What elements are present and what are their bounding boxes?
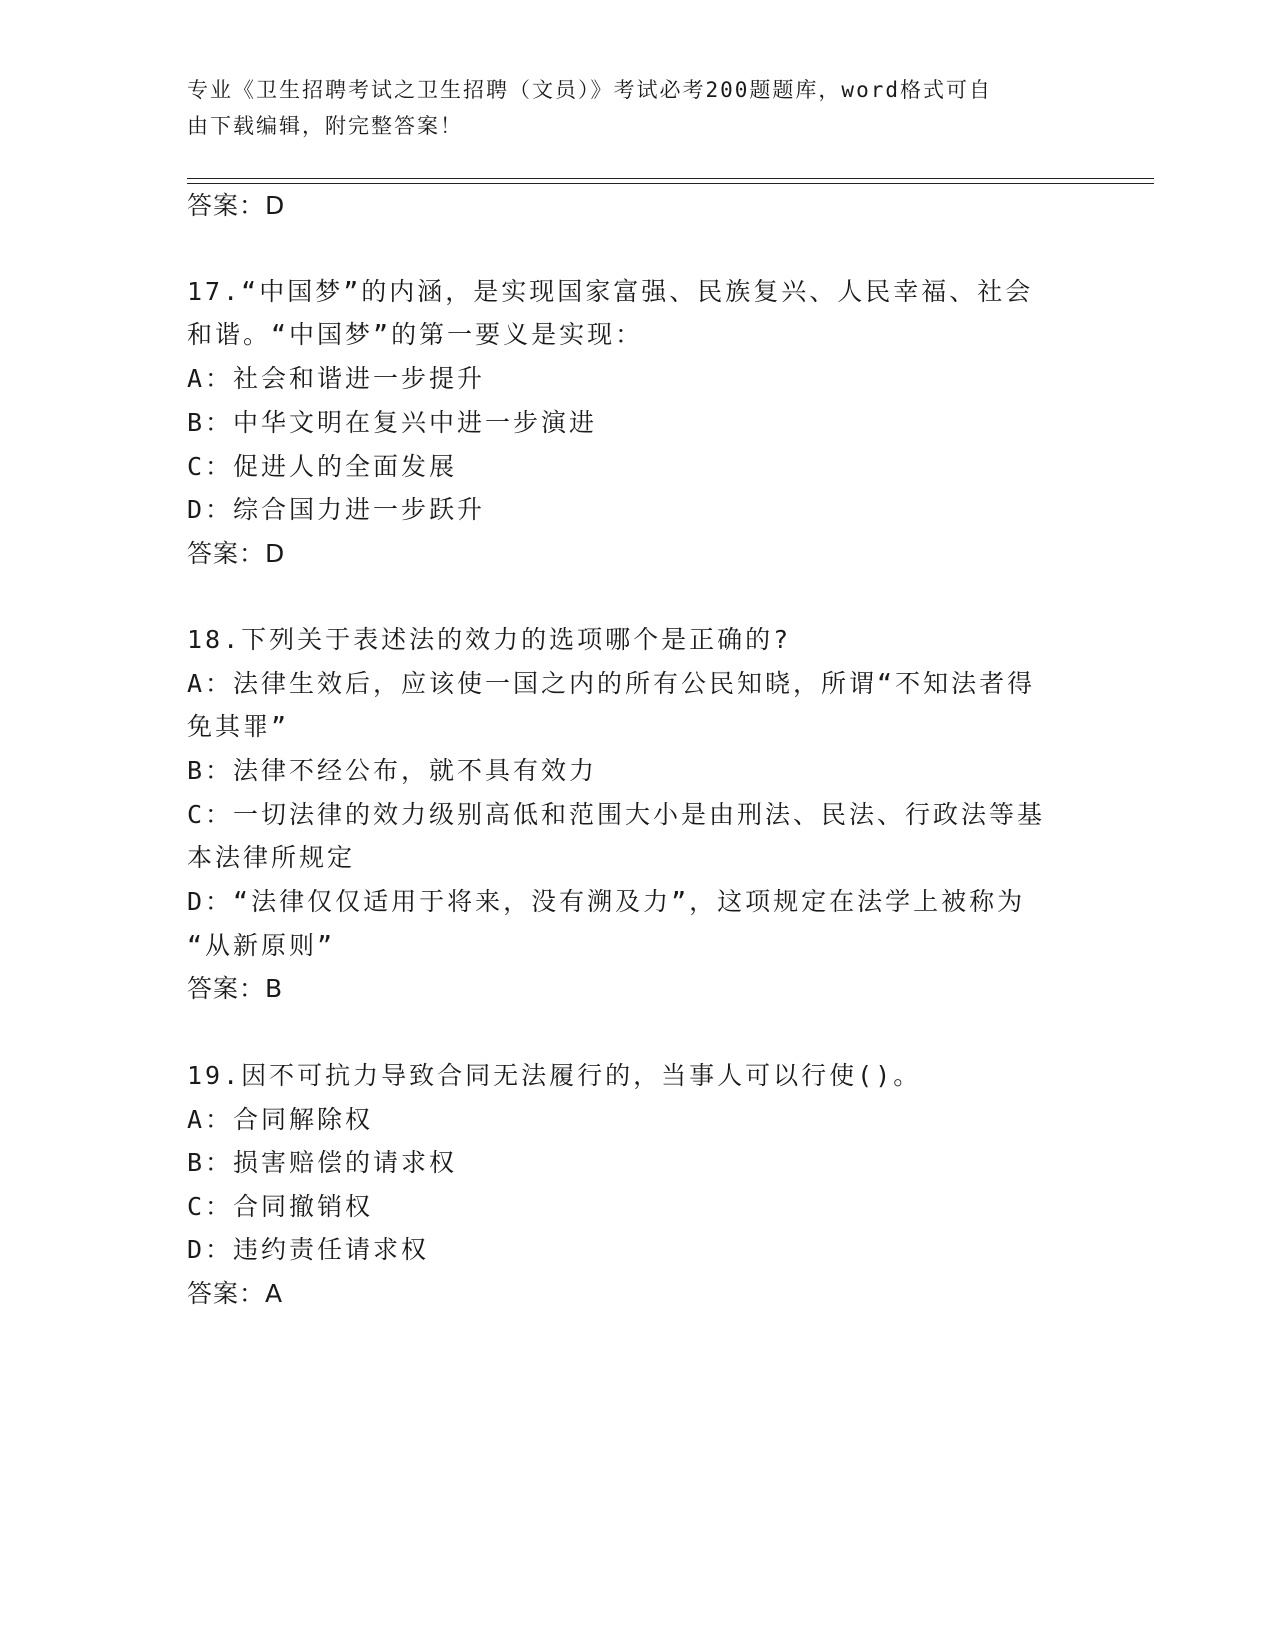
question-19-option-d: D：违约责任请求权 [187, 1235, 430, 1264]
question-17-option-d: D：综合国力进一步跃升 [187, 495, 486, 524]
question-17-answer: 答案：D [187, 539, 286, 568]
question-18-option-d-line-2: “从新原则” [187, 931, 336, 960]
question-19-option-b: B：损害赔偿的请求权 [187, 1148, 458, 1177]
question-19-option-c: C：合同撤销权 [187, 1192, 374, 1221]
question-17-option-c: C：促进人的全面发展 [187, 452, 458, 481]
header-line-2: 由下载编辑，附完整答案！ [187, 114, 463, 138]
question-18-option-a-line-1: A：法律生效后，应该使一国之内的所有公民知晓，所谓“不知法者得 [187, 669, 1036, 698]
header-divider-top [187, 178, 1154, 179]
question-17-stem-line-2: 和谐。“中国梦”的第一要义是实现： [187, 320, 644, 349]
question-18-option-b: B：法律不经公布，就不具有效力 [187, 756, 598, 785]
question-18-option-d-line-1: D：“法律仅仅适用于将来，没有溯及力”，这项规定在法学上被称为 [187, 887, 1026, 916]
document-header [187, 72, 1067, 144]
question-18-option-c-line-1: C：一切法律的效力级别高低和范围大小是由刑法、民法、行政法等基 [187, 800, 1046, 829]
question-17-option-b: B：中华文明在复兴中进一步演进 [187, 408, 598, 437]
question-18-answer: 答案：B [187, 974, 284, 1003]
question-17-option-a: A：社会和谐进一步提升 [187, 364, 486, 393]
question-17-stem-line-1: 17.“中国梦”的内涵，是实现国家富强、民族复兴、人民幸福、社会 [187, 277, 1034, 306]
answer-previous: 答案：D [187, 191, 286, 220]
question-19-option-a: A：合同解除权 [187, 1105, 374, 1134]
question-18-stem: 18.下列关于表述法的效力的选项哪个是正确的? [187, 625, 792, 654]
question-18-option-c-line-2: 本法律所规定 [187, 843, 356, 872]
question-19-answer: 答案：A [187, 1279, 284, 1308]
question-19-stem: 19.因不可抗力导致合同无法履行的，当事人可以行使()。 [187, 1061, 922, 1090]
header-line-1: 专业《卫生招聘考试之卫生招聘（文员）》考试必考200题题库，word格式可自 [187, 78, 992, 102]
question-18-option-a-line-2: 免其罪” [187, 712, 290, 741]
header-divider-bottom [187, 183, 1154, 184]
